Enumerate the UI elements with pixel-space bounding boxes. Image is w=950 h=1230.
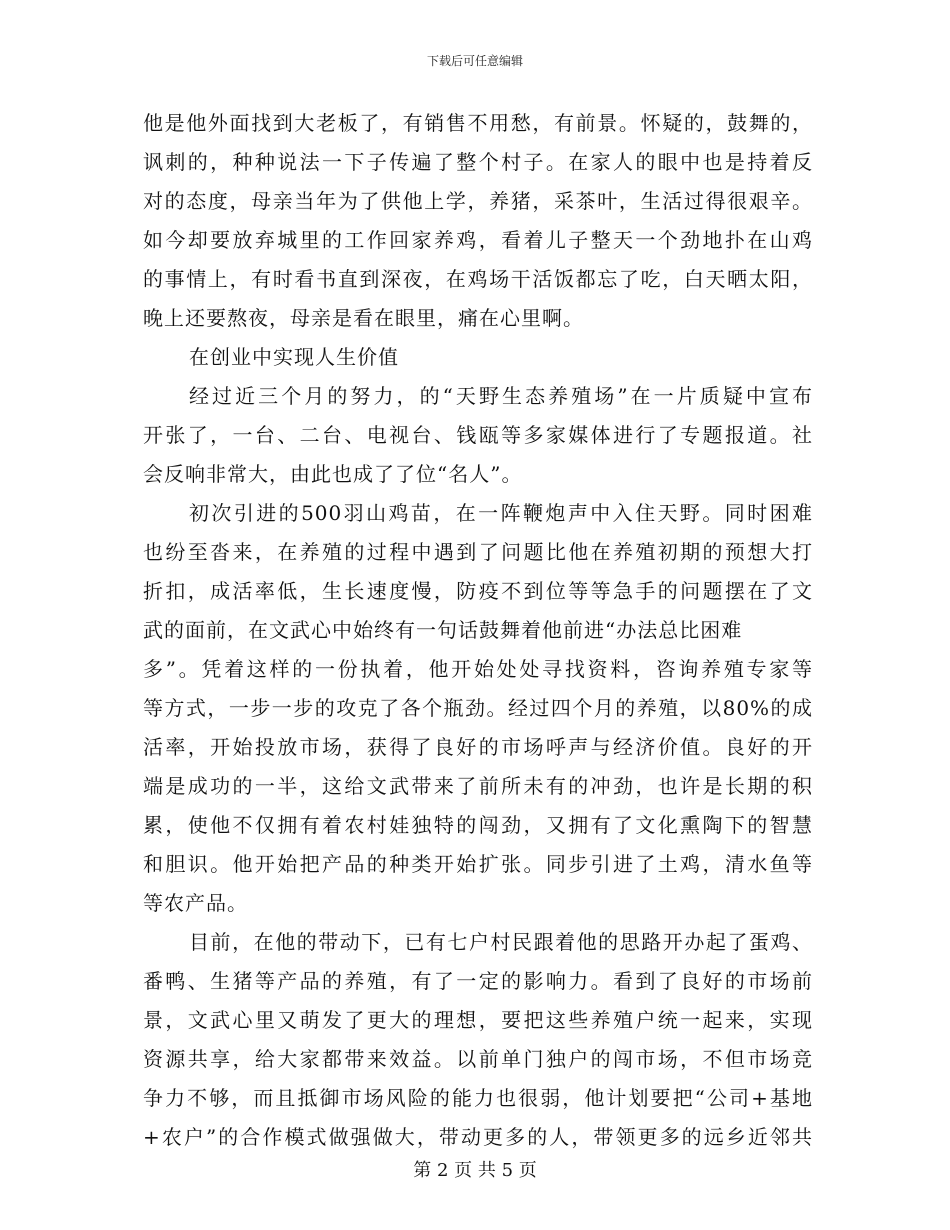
- body-line: 经过近三个月的努力，的“天野生态养殖场”在一片质疑中宣布: [189, 384, 813, 408]
- body-line: 目前，在他的带动下，已有七户村民跟着他的思路开办起了蛋鸡、: [189, 930, 813, 954]
- body-line: 端是成功的一半，这给文武带来了前所未有的冲劲，也许是长期的积: [143, 774, 813, 798]
- body-line: 活率，开始投放市场，获得了良好的市场呼声与经济价值。良好的开: [143, 735, 813, 759]
- body-line: 折扣，成活率低，生长速度慢，防疫不到位等等急手的问题摆在了文: [143, 579, 813, 603]
- body-line: 武的面前，在文武心中始终有一句话鼓舞着他前进“办法总比困难: [143, 618, 743, 642]
- section-heading: 在创业中实现人生价值: [189, 345, 399, 369]
- body-line: 等方式，一步一步的攻克了各个瓶劲。经过四个月的养殖，以80%的成: [143, 696, 813, 720]
- body-line: 对的态度，母亲当年为了供他上学，养猪，采茶叶，生活过得很艰辛。: [143, 189, 813, 213]
- page-footer: 第 2 页 共 5 页: [413, 1160, 537, 1181]
- page-header: 下载后可任意编辑: [426, 54, 523, 68]
- body-line: 晚上还要熬夜，母亲是看在眼里，痛在心里啊。: [143, 306, 584, 330]
- body-line: +农户”的合作模式做强做大，带动更多的人，带领更多的远乡近邻共: [143, 1125, 813, 1149]
- body-line: 累，使他不仅拥有着农村娃独特的闯劲，又拥有了文化熏陶下的智慧: [143, 813, 813, 837]
- body-line: 讽刺的，种种说法一下子传遍了整个村子。在家人的眼中也是持着反: [143, 150, 813, 174]
- body-line: 他是他外面找到大老板了，有销售不用愁，有前景。怀疑的，鼓舞的，: [143, 111, 813, 135]
- body-line: 多”。凭着这样的一份执着，他开始处处寻找资料，咨询养殖专家等: [143, 657, 813, 681]
- body-line: 的事情上，有时看书直到深夜，在鸡场干活饭都忘了吃，白天晒太阳，: [143, 267, 813, 291]
- body-line: 会反响非常大，由此也成了了位“名人”。: [143, 462, 523, 486]
- body-line: 争力不够，而且抵御市场风险的能力也很弱，他计划要把“公司+基地: [143, 1086, 813, 1110]
- body-line: 等农产品。: [143, 891, 248, 915]
- document-body: [143, 104, 813, 1157]
- body-line: 开张了，一台、二台、电视台、钱瓯等多家媒体进行了专题报道。社: [143, 423, 813, 447]
- body-line: 资源共享，给大家都带来效益。以前单门独户的闯市场，不但市场竞: [143, 1047, 813, 1071]
- body-line: 如今却要放弃城里的工作回家养鸡，看着儿子整天一个劲地扑在山鸡: [143, 228, 813, 252]
- body-line: 番鸭、生猪等产品的养殖，有了一定的影响力。看到了良好的市场前: [143, 969, 813, 993]
- body-line: 和胆识。他开始把产品的种类开始扩张。同步引进了土鸡，清水鱼等: [143, 852, 813, 876]
- body-line: 初次引进的500羽山鸡苗，在一阵鞭炮声中入住天野。同时困难: [189, 501, 813, 525]
- body-line: 也纷至沓来，在养殖的过程中遇到了问题比他在养殖初期的预想大打: [143, 540, 813, 564]
- body-line: 景，文武心里又萌发了更大的理想，要把这些养殖户统一起来，实现: [143, 1008, 813, 1032]
